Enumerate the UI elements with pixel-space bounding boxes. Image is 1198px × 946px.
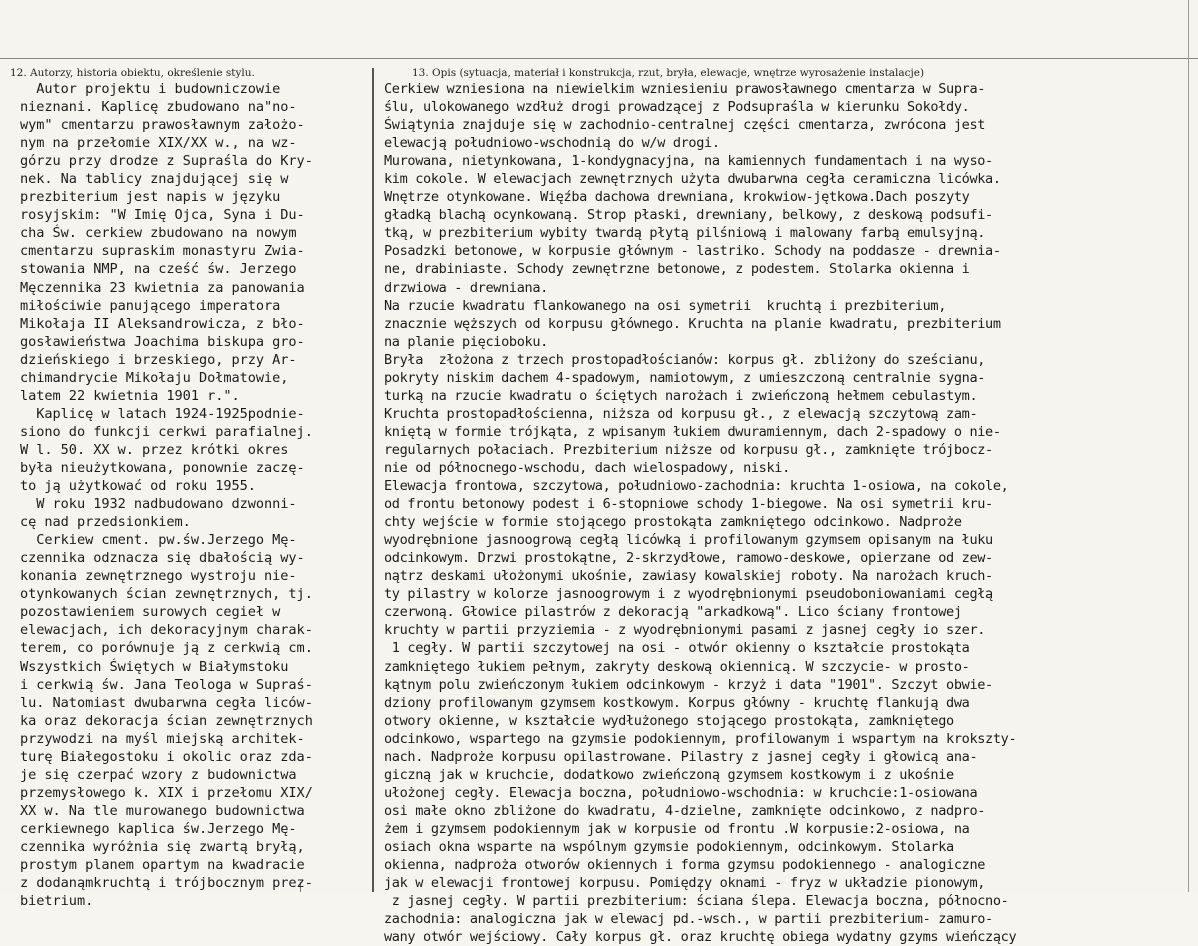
text-line: dzieńskiego i brzeskiego, przy Ar- — [20, 351, 297, 368]
text-line: nątrz deskami ułożonymi ukośnie, zawiasy kowalskiej roboty. Na narożach kruch- — [384, 568, 993, 585]
text-line: ka oraz dekoracja ścian zewnętrznych — [20, 712, 313, 729]
text-line: miłościwie panującego imperatora — [20, 297, 281, 314]
text-line: pozostawieniem surowych cegieł w — [20, 604, 281, 621]
text-line: Męczennika 23 kwietnia za panowania — [20, 279, 305, 296]
text-line: gosławieństwa Joachima biskupa gro- — [20, 333, 305, 350]
text-line: zachodnia: analogiczna jak w elewacj pd.-wsch., w partii prezbiterium- zamuro- — [384, 911, 993, 928]
text-line: prezbiterium jest napis w języku — [20, 189, 281, 206]
text-line: kim cokole. W elewacjach zewnętrznych użyta dwubarwna cegła ceramiczna licówka. — [384, 171, 1001, 188]
text-line: drzwiowa - drewniana. — [384, 279, 548, 296]
text-line: ty pilastry w kolorze jasnoogrowym i z wyodrębnionymi pseudoboniowaniami cegłą — [384, 586, 993, 603]
text-line: wany otwór wejściowy. Cały korpus gł. oraz kruchtę obiega wydatny gzyms wieńczący — [384, 929, 1017, 946]
text-line: Wnętrze otynkowane. Więźba dachowa drewniana, krokwiow-jętkowa.Dach poszyty — [384, 189, 970, 206]
text-line: osi małe okno zbliżone do kwadratu, 4-dzielne, zamknięte odcinkowo, z nadpro- — [384, 802, 986, 819]
text-line: rosyjskim: "W Imię Ojca, Syna i Du- — [20, 207, 305, 224]
text-line: gładką blachą ocynkowaną. Strop płaski, drewniany, belkowy, z deskową podsufi- — [384, 207, 993, 224]
text-line: otynkowanych ścian zewnętrznych, tj. — [20, 586, 313, 603]
text-line: siono do funkcji cerkwi parafialnej. — [20, 423, 313, 440]
text-line: elewacjach, ich dekoracyjnym charak- — [20, 622, 313, 639]
text-line: cmentarzu supraskim monastyru Zwia- — [20, 243, 305, 260]
text-line: prostym planem opartym na kwadracie — [20, 857, 305, 874]
text-line: kątnym polu zwieńczonym łukiem odcinkowym - krzyż i data "1901". Szczyt obwie- — [384, 676, 993, 693]
text-line: turką na rzucie kwadratu o ściętych narożach i zwieńczoną hełmem cebulastym. — [384, 387, 978, 404]
text-line: jak w elewacji frontowej korpusu. Pomiędzy oknami - fryz w układzie pionowym, — [384, 875, 986, 892]
text-line: od frontu betonowy podest i 6-stopniowe schody 1-biegowe. Na osi symetrii kru- — [384, 496, 993, 513]
text-line: pokryty niskim dachem 4-spadowym, namiotowym, z umieszczoną centralnie sygna- — [384, 369, 986, 386]
text-line: wym" cmentarzu prawosławnym założo- — [20, 117, 305, 134]
column-divider — [372, 68, 374, 892]
text-line: to ją użytkować od roku 1955. — [20, 478, 256, 495]
text-line: lu. Natomiast dwubarwna cegła liców- — [20, 694, 313, 711]
text-line: z dodanąmkruchtą i trójbocznym prez- — [20, 875, 313, 892]
text-line: ślu, ulokowanego wzdłuż drogi prowadzącej z Podsupraśla w kierunku Sokołdy. — [384, 99, 970, 116]
text-line: przywodzi na myśl miejską architek- — [20, 730, 305, 747]
text-line: chimandrycie Mikołaju Dołmatowie, — [20, 369, 289, 386]
text-line: osiach okna wsparte na wspólnym gzymsie podokiennym, odcinkowym. Stolarka — [384, 838, 954, 855]
text-line: Elewacja frontowa, szczytowa, południowo-zachodnia: kruchta 1-osiowa, na cokole, — [384, 478, 1009, 495]
text-line: ne, drabiniaste. Schody zewnętrzne betonowe, z podestem. Stolarka okienna i — [384, 261, 970, 278]
text-line: otwory okienne, w kształcie wydłużonego stojącego prostokąta, zamkniętego — [384, 712, 954, 729]
text-line: znacznie węższych od korpusu głównego. Kruchta na planie kwadratu, prezbiterium — [384, 315, 1001, 332]
text-line: cerkiewnego kaplica św.Jerzego Mę- — [20, 820, 297, 837]
top-rule — [0, 58, 1198, 59]
text-line: odcinkowo, wspartego na gzymsie podokiennym, profilowanym i wspartym na krokszty- — [384, 730, 1017, 747]
text-line: giczną jak w kruchcie, dodatkowo zwieńczoną gzymsem kostkowym i z ukośnie — [384, 766, 954, 783]
text-line: tką, w prezbiterium wybity twardą płytą pilśniową i malowany farbą emulsyjną. — [384, 225, 986, 242]
text-line: chty wejście w formie stojącego prostokąta zamkniętego odcinkowo. Nadproże — [384, 514, 962, 531]
text-line: zamkniętego łukiem pełnym, zakryty deskową okiennicą. W szczycie- w prosto- — [384, 658, 970, 675]
text-line: nie od północnego-wschodu, dach wielospadowy, niski. — [384, 459, 790, 476]
text-line: na planie pięcioboku. — [384, 333, 548, 350]
text-line: była nieużytkowana, ponownie zaczę- — [20, 459, 305, 476]
text-line: turę Białegostoku i okolic oraz zda- — [20, 748, 313, 765]
text-line: terem, co porównuje ją z cerkwią cm. — [20, 640, 313, 657]
text-line: czerwoną. Głowice pilastrów z dekoracją "arkadkową". Lico ściany frontowej — [384, 604, 962, 621]
text-line: je się czerpać wzory z budownictwa — [20, 766, 297, 783]
text-line: żem i gzymsem podokiennym jak w korpusie od frontu .W korpusie:2-osiowa, na — [384, 820, 970, 837]
text-line: dziony profilowanym gzymsem kostkowym. Korpus główny - kruchtę flankują dwa — [384, 694, 970, 711]
text-line: stowania NMP, na cześć św. Jerzego — [20, 261, 297, 278]
text-line: W roku 1932 nadbudowano dzwonni- — [20, 496, 297, 513]
text-line: Posadzki betonowe, w korpusie głównym - lastriko. Schody na poddasze - drewnia- — [384, 243, 1001, 260]
text-line: Murowana, nietynkowana, 1-kondygnacyjna, na kamiennych fundamentach i na wyso- — [384, 153, 993, 170]
text-line: okienna, nadproża otworów okiennych i forma gzymsu podokiennego - analogiczne — [384, 857, 986, 874]
text-line: Autor projektu i budowniczowie — [20, 81, 281, 97]
text-line: latem 22 kwietnia 1901 r.". — [20, 387, 240, 404]
text-line: elewacją południowo-wschodnią do w/w drogi. — [384, 135, 720, 152]
text-line: z jasnej cegły. W partii prezbiterium: ściana ślepa. Elewacja boczna, północno- — [384, 893, 1009, 910]
text-line: Cerkiew wzniesiona na niewielkim wzniesieniu prawosławnego cmentarza w Supra- — [384, 81, 986, 97]
text-line: nek. Na tablicy znajdującej się w — [20, 171, 289, 188]
text-line: górzu przy drodze z Supraśla do Kry- — [20, 153, 313, 170]
text-line: Kruchta prostopadłościenna, niższa od korpusu gł., z elewacją szczytową zam- — [384, 405, 978, 422]
text-line: Świątynia znajduje się w zachodnio-centralnej części cmentarza, zwrócona jest — [384, 117, 986, 134]
text-line: Na rzucie kwadratu flankowanego na osi symetrii kruchtą i prezbiterium, — [384, 297, 947, 314]
history-column — [20, 80, 372, 910]
text-line: Mikołaja II Aleksandrowicza, z bło- — [20, 315, 305, 332]
text-line: Wszystkich Świętych w Białymstoku — [20, 658, 289, 675]
text-line: nieznani. Kaplicę zbudowano na"no- — [20, 99, 297, 116]
text-line: odcinkowym. Drzwi prostokątne, 2-skrzydłowe, ramowo-deskowe, opierzane od zew- — [384, 550, 993, 567]
text-line: 1 cegły. W partii szczytowej na osi - otwór okienny o kształcie prostokąta — [384, 640, 970, 657]
text-line: kniętą w formie trójkąta, z wpisanym łukiem dwuramiennym, dach 2-spadowy o nie- — [384, 423, 1001, 440]
text-line: regularnych połaciach. Prezbiterium niższe od korpusu gł., zamknięte trójbocz- — [384, 441, 993, 458]
text-line: Cerkiew cment. pw.św.Jerzego Mę- — [20, 532, 297, 549]
text-line: nach. Nadproże korpusu opilastrowane. Pilastry z jasnej cegły i głowicą ana- — [384, 748, 978, 765]
text-line: Bryła złożona z trzech prostopadłościanów: korpus gł. zbliżony do sześcianu, — [384, 351, 986, 368]
text-line: bietrium. — [20, 893, 94, 910]
text-line: wyodrębnione jasnoogrową cegłą licówką i profilowanym gzymsem opisanym na łuku — [384, 532, 993, 549]
text-line: czennika odznacza się dbałością wy- — [20, 550, 305, 567]
text-line: konania zewnętrznego wystroju nie- — [20, 568, 297, 585]
section-13-header: 13. Opis (sytuacja, materiał i konstrukcja, rzut, bryła, elewacje, wnętrze wyrosażenie instalacje) — [412, 67, 925, 79]
section-12-header: 12. Autorzy, historia obiektu, określenie stylu. — [10, 67, 255, 79]
text-line: cha Św. cerkiew zbudowano na nowym — [20, 225, 297, 242]
text-line: i cerkwią św. Jana Teologa w Supraś- — [20, 676, 313, 693]
description-column — [384, 80, 1190, 946]
text-line: czennika wyróżnia się zwartą bryłą, — [20, 838, 305, 855]
text-line: nym na przełomie XIX/XX w., na wz- — [20, 135, 297, 152]
text-line: XX w. Na tle murowanego budownictwa — [20, 802, 305, 819]
text-line: Kaplicę w latach 1924-1925podnie- — [20, 405, 305, 422]
text-line: cę nad przedsionkiem. — [20, 514, 191, 531]
text-line: W l. 50. XX w. przez krótki okres — [20, 441, 289, 458]
text-line: ułożonej cegły. Elewacja boczna, południowo-wschodnia: w kruchcie:1-osiowana — [384, 784, 978, 801]
text-line: przemysłowego k. XIX i przełomu XIX/ — [20, 784, 313, 801]
text-line: kruchty w partii przyziemia - z wyodrębnionymi pasami z jasnej cegły io szer. — [384, 622, 986, 639]
